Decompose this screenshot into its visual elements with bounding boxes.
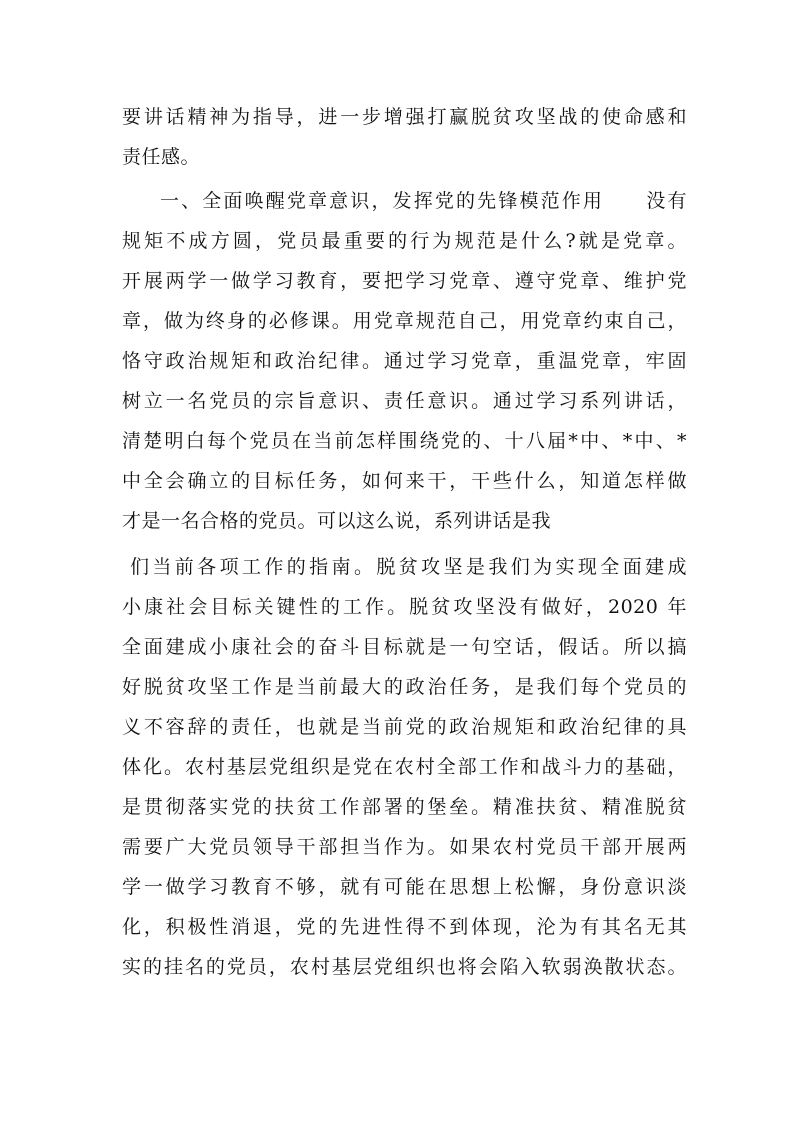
text-line-19: 需要广大党员领导干部担当作为。如果农村党员干部开展两 [122, 836, 687, 858]
text-line-8: 树立一名党员的宗旨意识、责任意识。通过学习系列讲话， [122, 390, 687, 412]
text-line-18: 是贯彻落实党的扶贫工作部署的堡垒。精准扶贫、精准脱贫 [122, 796, 687, 818]
text-line-16: 义不容辞的责任，也就是当前党的政治规矩和政治纪律的具 [122, 716, 687, 738]
section-heading-line: 一、全面唤醒党章意识，发挥党的先锋模范作用 没有 [160, 190, 687, 212]
text-line-11: 才是一名合格的党员。可以这么说，系列讲话是我 [122, 510, 552, 532]
text-line-20: 学一做学习教育不够，就有可能在思想上松懈，身份意识淡 [122, 876, 687, 898]
text-line-14: 全面建成小康社会的奋斗目标就是一句空话，假话。所以搞 [122, 636, 687, 658]
text-line-5: 开展两学一做学习教育，要把学习党章、遵守党章、维护党 [122, 270, 687, 292]
text-line-22: 实的挂名的党员，农村基层党组织也将会陷入软弱涣散状态。 [122, 956, 687, 978]
text-line-17: 体化。农村基层党组织是党在农村全部工作和战斗力的基础， [122, 756, 687, 778]
text-line-1: 要讲话精神为指导，进一步增强打赢脱贫攻坚战的使命感和 [122, 106, 687, 128]
text-line-12: 们当前各项工作的指南。脱贫攻坚是我们为实现全面建成 [130, 556, 687, 578]
text-line-9: 清楚明白每个党员在当前怎样围绕党的、十八届*中、*中、* [122, 430, 687, 452]
text-line-10: 中全会确立的目标任务，如何来干，干些什么，知道怎样做 [122, 470, 687, 492]
text-line-6: 章，做为终身的必修课。用党章规范自己，用党章约束自己， [122, 310, 687, 332]
text-line-15: 好脱贫攻坚工作是当前最大的政治任务，是我们每个党员的 [122, 676, 687, 698]
text-line-7: 恪守政治规矩和政治纪律。通过学习党章，重温党章，牢固 [122, 350, 687, 372]
text-line-21: 化，积极性消退，党的先进性得不到体现，沦为有其名无其 [122, 916, 687, 938]
text-line-4: 规矩不成方圆，党员最重要的行为规范是什么?就是党章。 [122, 230, 687, 252]
text-line-2: 责任感。 [122, 146, 201, 168]
text-line-13: 小康社会目标关键性的工作。脱贫攻坚没有做好，2020 年 [122, 596, 687, 618]
